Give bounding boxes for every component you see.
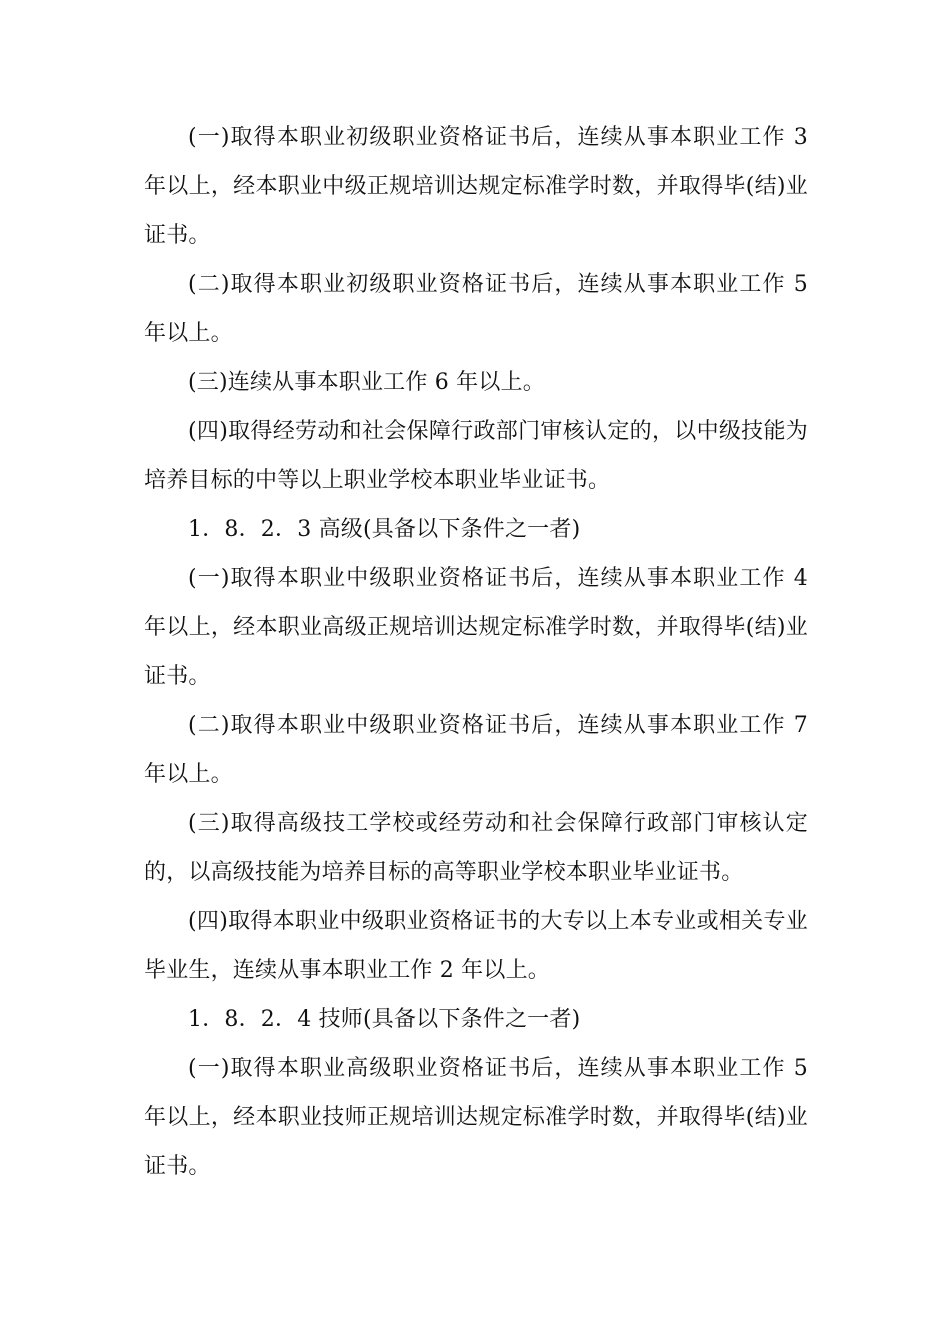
paragraph-advanced-condition-1: (一)取得本职业中级职业资格证书后，连续从事本职业工作 4 年以上，经本职业高级正规培训达规定标准学时数，并取得毕(结)业证书。 [144, 566, 808, 689]
paragraph-intermediate-condition-2: (二)取得本职业初级职业资格证书后，连续从事本职业工作 5 年以上。 [144, 272, 808, 346]
paragraph-intermediate-condition-3: (三)连续从事本职业工作 6 年以上。 [188, 370, 545, 395]
paragraph-advanced-condition-3: (三)取得高级技工学校或经劳动和社会保障行政部门审核认定的，以高级技能为培养目标的高等职业学校本职业毕业证书。 [144, 811, 808, 885]
paragraph-advanced-condition-4: (四)取得本职业中级职业资格证书的大专以上本专业或相关专业毕业生，连续从事本职业工作 2 年以上。 [144, 909, 808, 983]
paragraph-intermediate-condition-4: (四)取得经劳动和社会保障行政部门审核认定的，以中级技能为培养目标的中等以上职业学校本职业毕业证书。 [144, 419, 808, 493]
document-body [144, 113, 808, 1191]
paragraph-advanced-condition-2: (二)取得本职业中级职业资格证书后，连续从事本职业工作 7 年以上。 [144, 713, 808, 787]
section-heading-advanced: 1．8．2．3 高级(具备以下条件之一者) [188, 517, 581, 542]
paragraph-intermediate-condition-1: (一)取得本职业初级职业资格证书后，连续从事本职业工作 3 年以上，经本职业中级正规培训达规定标准学时数，并取得毕(结)业证书。 [144, 125, 808, 248]
section-heading-technician: 1．8．2．4 技师(具备以下条件之一者) [188, 1007, 581, 1032]
paragraph-technician-condition-1: (一)取得本职业高级职业资格证书后，连续从事本职业工作 5 年以上，经本职业技师正规培训达规定标准学时数，并取得毕(结)业证书。 [144, 1056, 808, 1179]
